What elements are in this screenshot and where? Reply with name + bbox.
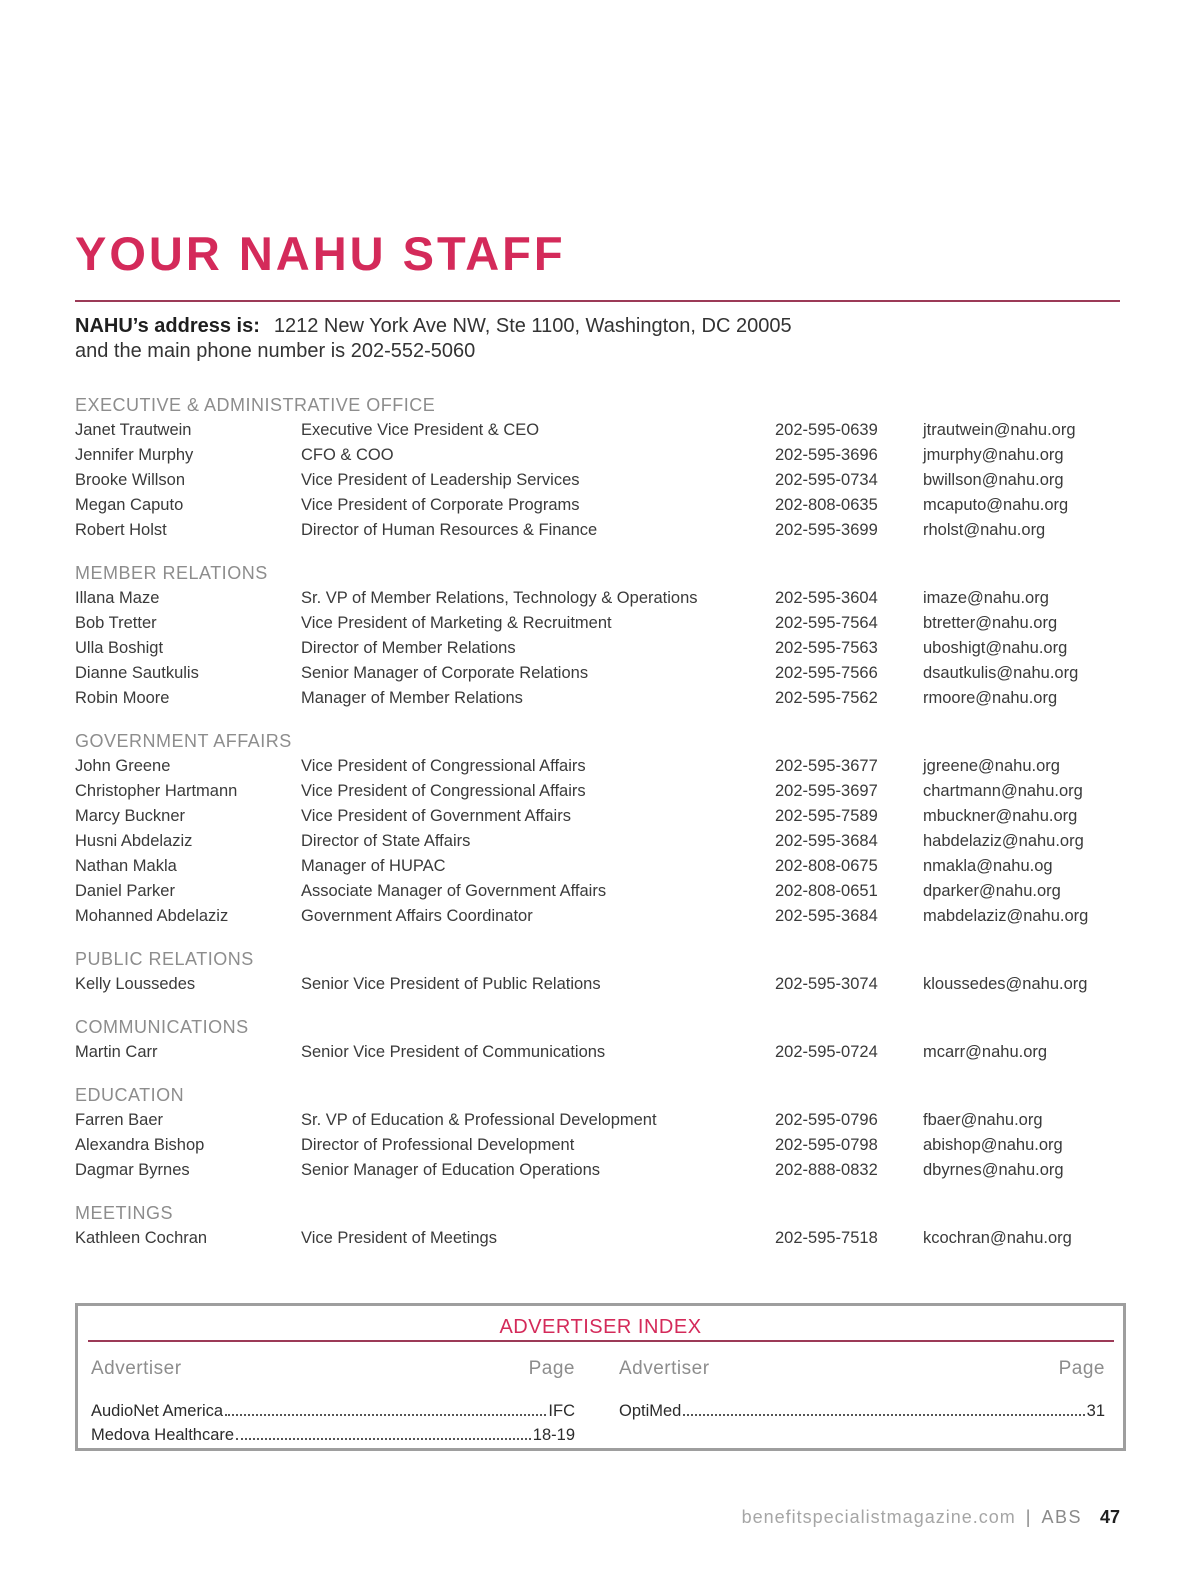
staff-title: Director of Professional Development xyxy=(301,1136,575,1154)
title-divider xyxy=(75,300,1120,302)
staff-name: Robin Moore xyxy=(75,689,170,707)
staff-row xyxy=(75,636,1135,661)
dot-leader xyxy=(683,1414,1084,1416)
advertiser-header-label: Advertiser xyxy=(619,1358,710,1379)
advertiser-entries-right xyxy=(619,1399,1105,1423)
advertiser-entries-left xyxy=(91,1399,575,1447)
staff-title: Vice President of Marketing & Recruitment xyxy=(301,614,612,632)
staff-name: Dagmar Byrnes xyxy=(75,1161,190,1179)
staff-phone: 202-595-3699 xyxy=(775,521,878,539)
staff-email[interactable]: rmoore@nahu.org xyxy=(923,689,1058,707)
staff-phone: 202-595-0734 xyxy=(775,471,878,489)
staff-phone: 202-808-0651 xyxy=(775,882,878,900)
staff-phone: 202-595-7518 xyxy=(775,1229,878,1247)
staff-email[interactable]: chartmann@nahu.org xyxy=(923,782,1083,800)
staff-name: Kelly Loussedes xyxy=(75,975,196,993)
staff-row xyxy=(75,854,1135,879)
staff-row xyxy=(75,1133,1135,1158)
staff-email[interactable]: kloussedes@nahu.org xyxy=(923,975,1088,993)
staff-phone: 202-595-3697 xyxy=(775,782,878,800)
staff-phone: 202-595-7589 xyxy=(775,807,878,825)
staff-phone: 202-595-3677 xyxy=(775,757,878,775)
staff-name: John Greene xyxy=(75,757,171,775)
staff-phone: 202-808-0675 xyxy=(775,857,878,875)
address-line-1 xyxy=(75,314,1075,339)
staff-phone: 202-595-3696 xyxy=(775,446,878,464)
page-header-label: Page xyxy=(1058,1358,1105,1379)
section-title: EDUCATION xyxy=(75,1085,185,1105)
staff-email[interactable]: habdelaziz@nahu.org xyxy=(923,832,1084,850)
staff-title: Associate Manager of Government Affairs xyxy=(301,882,607,900)
staff-phone: 202-808-0635 xyxy=(775,496,878,514)
staff-email[interactable]: mbuckner@nahu.org xyxy=(923,807,1078,825)
staff-section xyxy=(75,1015,1135,1065)
advertiser-column-right xyxy=(619,1354,1105,1423)
staff-email[interactable]: dparker@nahu.org xyxy=(923,882,1061,900)
staff-phone: 202-595-0724 xyxy=(775,1043,878,1061)
staff-row xyxy=(75,972,1135,997)
staff-name: Jennifer Murphy xyxy=(75,446,194,464)
section-title: GOVERNMENT AFFAIRS xyxy=(75,731,292,751)
advertiser-column-header xyxy=(619,1354,1105,1384)
staff-email[interactable]: imaze@nahu.org xyxy=(923,589,1049,607)
staff-email[interactable]: jgreene@nahu.org xyxy=(923,757,1060,775)
section-title: PUBLIC RELATIONS xyxy=(75,949,254,969)
staff-phone: 202-595-0798 xyxy=(775,1136,878,1154)
staff-section xyxy=(75,561,1135,711)
address-line-2: and the main phone number is 202-552-5060 xyxy=(75,340,476,362)
staff-row xyxy=(75,418,1135,443)
advertiser-name: AudioNet America xyxy=(91,1402,224,1420)
staff-row xyxy=(75,1158,1135,1183)
staff-phone: 202-595-7566 xyxy=(775,664,878,682)
staff-section xyxy=(75,729,1135,929)
staff-title: Executive Vice President & CEO xyxy=(301,421,540,439)
staff-row xyxy=(75,468,1135,493)
staff-row xyxy=(75,754,1135,779)
staff-name: Bob Tretter xyxy=(75,614,157,632)
staff-email[interactable]: abishop@nahu.org xyxy=(923,1136,1063,1154)
staff-title: Vice President of Government Affairs xyxy=(301,807,571,825)
staff-row xyxy=(75,904,1135,929)
staff-name: Robert Holst xyxy=(75,521,167,539)
advertiser-page: 31 xyxy=(1086,1402,1105,1420)
advertiser-index-divider xyxy=(88,1340,1114,1342)
advertiser-column-header xyxy=(91,1354,575,1384)
staff-row xyxy=(75,829,1135,854)
staff-phone: 202-595-7564 xyxy=(775,614,878,632)
staff-name: Farren Baer xyxy=(75,1111,164,1129)
staff-email[interactable]: nmakla@nahu.og xyxy=(923,857,1053,875)
staff-email[interactable]: kcochran@nahu.org xyxy=(923,1229,1072,1247)
staff-title: Sr. VP of Member Relations, Technology & Operations xyxy=(301,589,698,607)
staff-title: Government Affairs Coordinator xyxy=(301,907,533,925)
staff-phone: 202-595-3074 xyxy=(775,975,878,993)
staff-title: Sr. VP of Education & Professional Development xyxy=(301,1111,657,1129)
staff-email[interactable]: dbyrnes@nahu.org xyxy=(923,1161,1064,1179)
staff-email[interactable]: jmurphy@nahu.org xyxy=(923,446,1064,464)
advertiser-entry xyxy=(91,1399,575,1423)
page-number: 47 xyxy=(1099,1507,1120,1527)
staff-email[interactable]: mabdelaziz@nahu.org xyxy=(923,907,1089,925)
staff-title: Vice President of Leadership Services xyxy=(301,471,580,489)
staff-title: Senior Vice President of Communications xyxy=(301,1043,606,1061)
staff-row xyxy=(75,779,1135,804)
staff-row xyxy=(75,1040,1135,1065)
staff-phone: 202-595-7563 xyxy=(775,639,878,657)
staff-row xyxy=(75,686,1135,711)
staff-row xyxy=(75,443,1135,468)
staff-title: Director of Member Relations xyxy=(301,639,516,657)
staff-row xyxy=(75,586,1135,611)
staff-email[interactable]: rholst@nahu.org xyxy=(923,521,1046,539)
page-header-label: Page xyxy=(528,1358,575,1379)
staff-name: Martin Carr xyxy=(75,1043,158,1061)
staff-title: Director of Human Resources & Finance xyxy=(301,521,598,539)
staff-name: Janet Trautwein xyxy=(75,421,192,439)
staff-row xyxy=(75,1226,1135,1251)
footer-magazine: ABS xyxy=(1041,1507,1082,1527)
staff-name: Kathleen Cochran xyxy=(75,1229,208,1247)
staff-name: Daniel Parker xyxy=(75,882,175,900)
page-title: YOUR NAHU STAFF xyxy=(75,227,566,280)
staff-email[interactable]: bwillson@nahu.org xyxy=(923,471,1064,489)
staff-phone: 202-595-3684 xyxy=(775,832,878,850)
staff-row xyxy=(75,611,1135,636)
staff-email[interactable]: mcarr@nahu.org xyxy=(923,1043,1048,1061)
staff-row xyxy=(75,1108,1135,1133)
staff-section xyxy=(75,1083,1135,1183)
staff-title: Senior Manager of Education Operations xyxy=(301,1161,601,1179)
staff-row xyxy=(75,493,1135,518)
staff-name: Brooke Willson xyxy=(75,471,186,489)
staff-email[interactable]: btretter@nahu.org xyxy=(923,614,1058,632)
staff-name: Marcy Buckner xyxy=(75,807,186,825)
staff-phone: 202-888-0832 xyxy=(775,1161,878,1179)
staff-row xyxy=(75,879,1135,904)
staff-section xyxy=(75,393,1135,543)
advertiser-page: 18-19 xyxy=(532,1426,575,1444)
staff-row xyxy=(75,661,1135,686)
staff-title: Manager of HUPAC xyxy=(301,857,446,875)
footer-separator: | xyxy=(1025,1507,1032,1527)
staff-name: Ulla Boshigt xyxy=(75,639,164,657)
staff-title: Vice President of Meetings xyxy=(301,1229,497,1247)
advertiser-index xyxy=(75,1303,1126,1451)
address-block xyxy=(75,314,1075,364)
advertiser-index-title: ADVERTISER INDEX xyxy=(499,1316,702,1338)
advertiser-name: Medova Healthcare xyxy=(91,1426,235,1444)
staff-title: Senior Manager of Corporate Relations xyxy=(301,664,589,682)
staff-directory xyxy=(75,393,1135,1269)
staff-name: Mohanned Abdelaziz xyxy=(75,907,229,925)
advertiser-name: OptiMed xyxy=(619,1402,682,1420)
staff-title: Manager of Member Relations xyxy=(301,689,523,707)
staff-email[interactable]: fbaer@nahu.org xyxy=(923,1111,1043,1129)
dot-leader xyxy=(236,1438,531,1440)
staff-name: Megan Caputo xyxy=(75,496,184,514)
staff-title: Vice President of Corporate Programs xyxy=(301,496,580,514)
staff-name: Christopher Hartmann xyxy=(75,782,238,800)
dot-leader xyxy=(225,1414,546,1416)
staff-email[interactable]: jtrautwein@nahu.org xyxy=(923,421,1076,439)
advertiser-entry xyxy=(91,1423,575,1447)
staff-title: Vice President of Congressional Affairs xyxy=(301,782,586,800)
advertiser-header-label: Advertiser xyxy=(91,1358,182,1379)
staff-name: Dianne Sautkulis xyxy=(75,664,199,682)
advertiser-entry xyxy=(619,1399,1105,1423)
staff-phone: 202-595-3604 xyxy=(775,589,878,607)
staff-phone: 202-595-0639 xyxy=(775,421,878,439)
staff-name: Illana Maze xyxy=(75,589,160,607)
page-footer xyxy=(742,1504,1120,1530)
staff-title: Director of State Affairs xyxy=(301,832,471,850)
staff-title: Vice President of Congressional Affairs xyxy=(301,757,586,775)
section-title: EXECUTIVE & ADMINISTRATIVE OFFICE xyxy=(75,395,436,415)
section-title: MEMBER RELATIONS xyxy=(75,563,268,583)
footer-website-link[interactable]: benefitspecialistmagazine.com xyxy=(741,1507,1016,1527)
staff-email[interactable]: dsautkulis@nahu.org xyxy=(923,664,1079,682)
staff-email[interactable]: uboshigt@nahu.org xyxy=(923,639,1068,657)
staff-phone: 202-595-0796 xyxy=(775,1111,878,1129)
staff-name: Nathan Makla xyxy=(75,857,177,875)
staff-name: Alexandra Bishop xyxy=(75,1136,205,1154)
staff-phone: 202-595-3684 xyxy=(775,907,878,925)
advertiser-page: IFC xyxy=(548,1402,575,1420)
advertiser-column-left xyxy=(91,1354,575,1447)
staff-phone: 202-595-7562 xyxy=(775,689,878,707)
staff-row xyxy=(75,804,1135,829)
staff-title: CFO & COO xyxy=(301,446,394,464)
staff-section xyxy=(75,947,1135,997)
staff-section xyxy=(75,1201,1135,1251)
staff-row xyxy=(75,518,1135,543)
section-title: COMMUNICATIONS xyxy=(75,1017,249,1037)
address-text: 1212 New York Ave NW, Ste 1100, Washington, DC 20005 xyxy=(273,315,792,337)
section-title: MEETINGS xyxy=(75,1203,174,1223)
staff-title: Senior Vice President of Public Relations xyxy=(301,975,601,993)
staff-name: Husni Abdelaziz xyxy=(75,832,193,850)
staff-email[interactable]: mcaputo@nahu.org xyxy=(923,496,1069,514)
address-label: NAHU’s address is: xyxy=(75,315,260,337)
